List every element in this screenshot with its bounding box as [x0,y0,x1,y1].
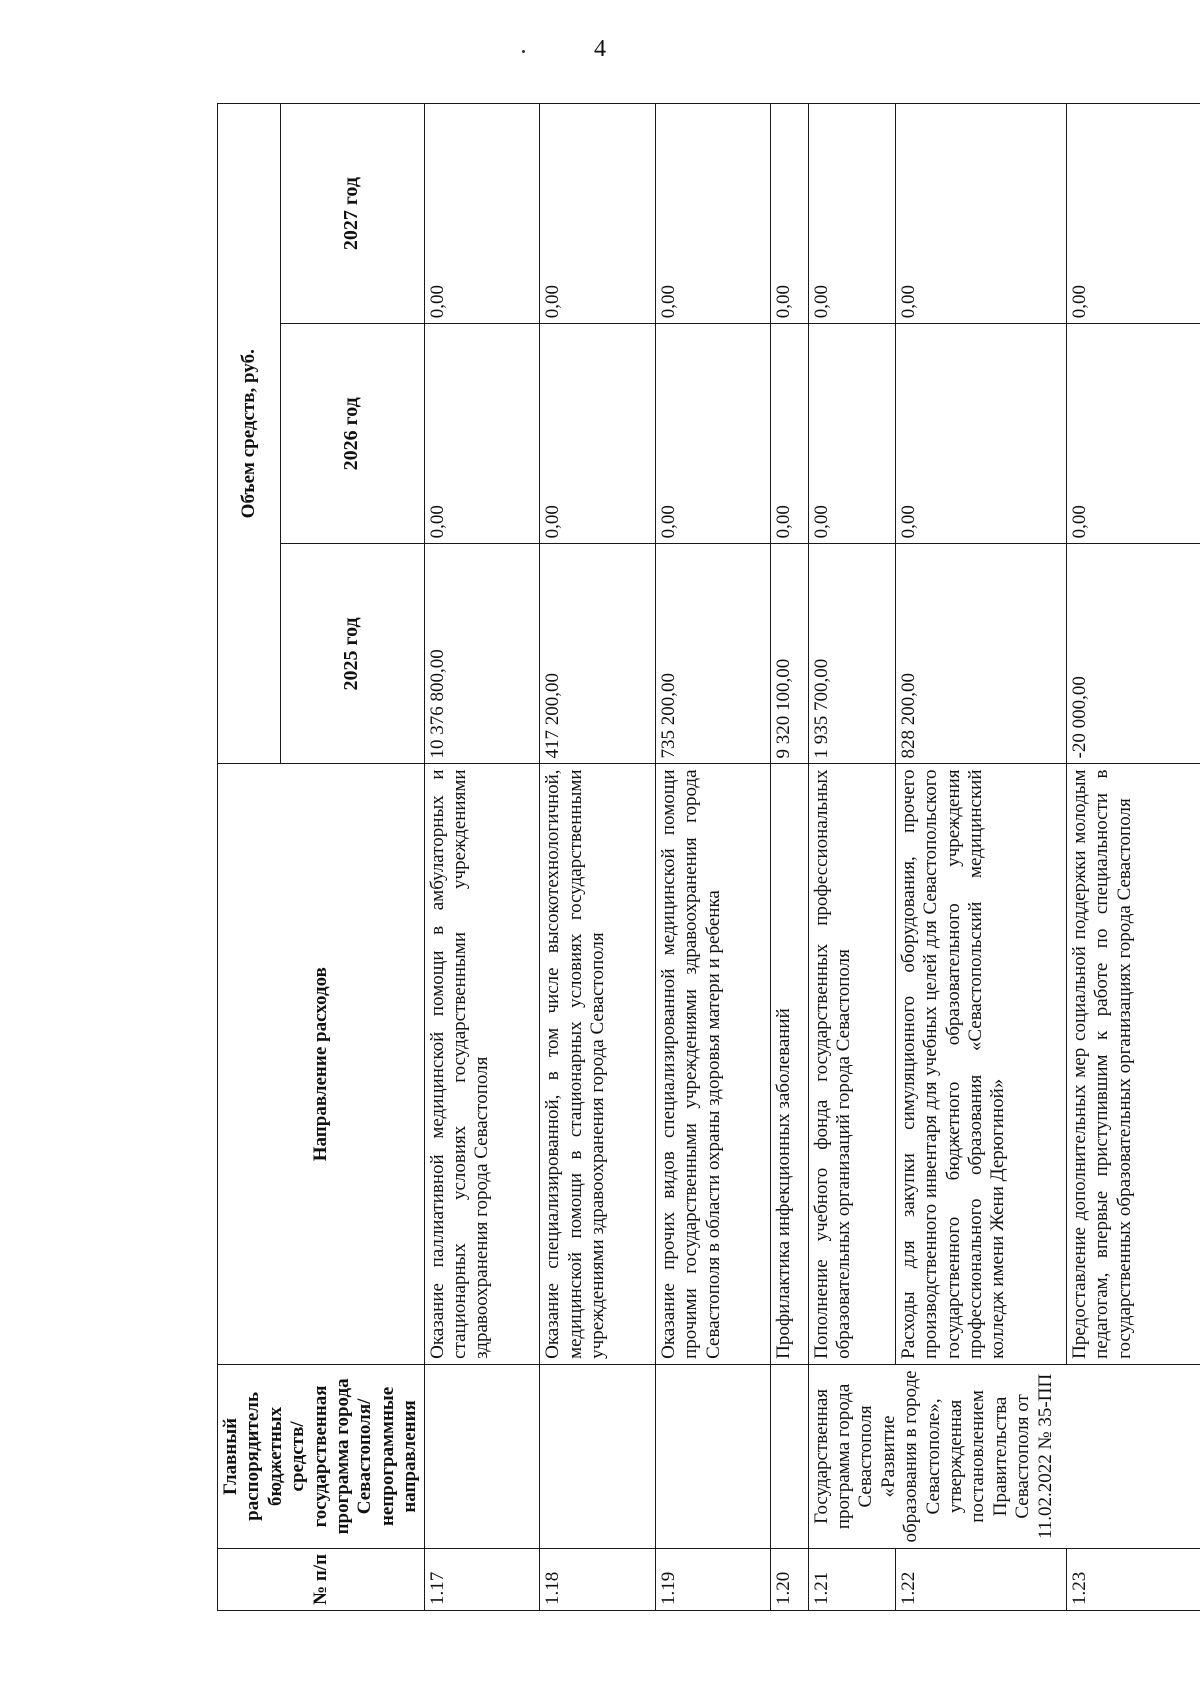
rotated-table-wrapper [217,103,1152,1611]
header-volume: Объем средств, руб. [218,104,281,764]
row-2025: 735 200,00 [655,544,771,764]
header-2026: 2026 год [280,324,424,544]
row-num: 1.23 [1067,1548,1200,1610]
row-2027: 0,00 [424,104,540,324]
row-grantor [540,1364,656,1548]
header-2027: 2027 год [280,104,424,324]
row-direction: Пополнение учебного фонда государственных профессиональных образовательных организаций города Севастополя [808,764,895,1364]
row-num: 1.17 [424,1548,540,1610]
table-row [655,104,771,1611]
row-2026: 0,00 [895,324,1066,544]
header-grantor: Главный распорядитель бюджетных средств/государственная программа города Севастополя/непрограммные направления [218,1364,425,1548]
scan-speck [522,50,525,53]
table-row [540,104,656,1611]
row-2025: 9 320 100,00 [771,544,808,764]
row-2026: 0,00 [1067,324,1200,544]
row-2026: 0,00 [540,324,656,544]
row-direction: Расходы для закупки симуляционного оборудования, прочего производственного инвентаря для учебных целей для Севастопольского государственного бюджетного образовательного учреждения профессионального образования «Севастопольский медицинский колледж имени Жени Дерюгиной» [895,764,1066,1364]
row-2026: 0,00 [771,324,808,544]
row-grantor-program: Государственная программа города Севастополя «Развитие образования в городе Севастополе», утвержденная постановлением Правительства Севастополя от 11.02.2022 № 35-ПП [808,1364,1200,1548]
table-row [771,104,808,1611]
row-2027: 0,00 [771,104,808,324]
row-direction: Оказание паллиативной медицинской помощи в амбулаторных и стационарных условиях государственными учреждениями здравоохранения города Севастополя [424,764,540,1364]
row-2027: 0,00 [1067,104,1200,324]
row-direction: Предоставление дополнительных мер социальной поддержки молодым педагогам, впервые приступившим к работе по специальности в государственных образовательных организациях города Севастополя [1067,764,1200,1364]
header-2025: 2025 год [280,544,424,764]
row-2027: 0,00 [808,104,895,324]
row-2025: 1 935 700,00 [808,544,895,764]
row-grantor [771,1364,808,1548]
row-2027: 0,00 [655,104,771,324]
row-direction: Оказание специализированной, в том числе высокотехнологичной, медицинской помощи в стационарных условиях государственными учреждениями здравоохранения города Севастополя [540,764,656,1364]
row-2025: 10 376 800,00 [424,544,540,764]
row-grantor [655,1364,771,1548]
row-2026: 0,00 [655,324,771,544]
row-grantor [424,1364,540,1548]
table-row [424,104,540,1611]
header-num: № п/п [218,1548,425,1610]
table-row [808,104,895,1611]
row-2026: 0,00 [424,324,540,544]
expenditure-table [217,103,1200,1611]
row-2026: 0,00 [808,324,895,544]
row-direction: Профилактика инфекционных заболеваний [771,764,808,1364]
table-sheet [217,103,1152,1611]
row-direction: Оказание прочих видов специализированной медицинской помощи прочими государственными учреждениями здравоохранения города Севастополя в области охраны здоровья матери и ребенка [655,764,771,1364]
header-direction: Направление расходов [218,764,425,1364]
row-num: 1.19 [655,1548,771,1610]
row-2025: 417 200,00 [540,544,656,764]
row-2025: 828 200,00 [895,544,1066,764]
row-num: 1.20 [771,1548,808,1610]
row-2025: -20 000,00 [1067,544,1200,764]
row-2027: 0,00 [895,104,1066,324]
row-num: 1.21 [808,1548,895,1610]
page-number: 4 [594,36,606,62]
row-2027: 0,00 [540,104,656,324]
row-num: 1.18 [540,1548,656,1610]
row-num: 1.22 [895,1548,1066,1610]
